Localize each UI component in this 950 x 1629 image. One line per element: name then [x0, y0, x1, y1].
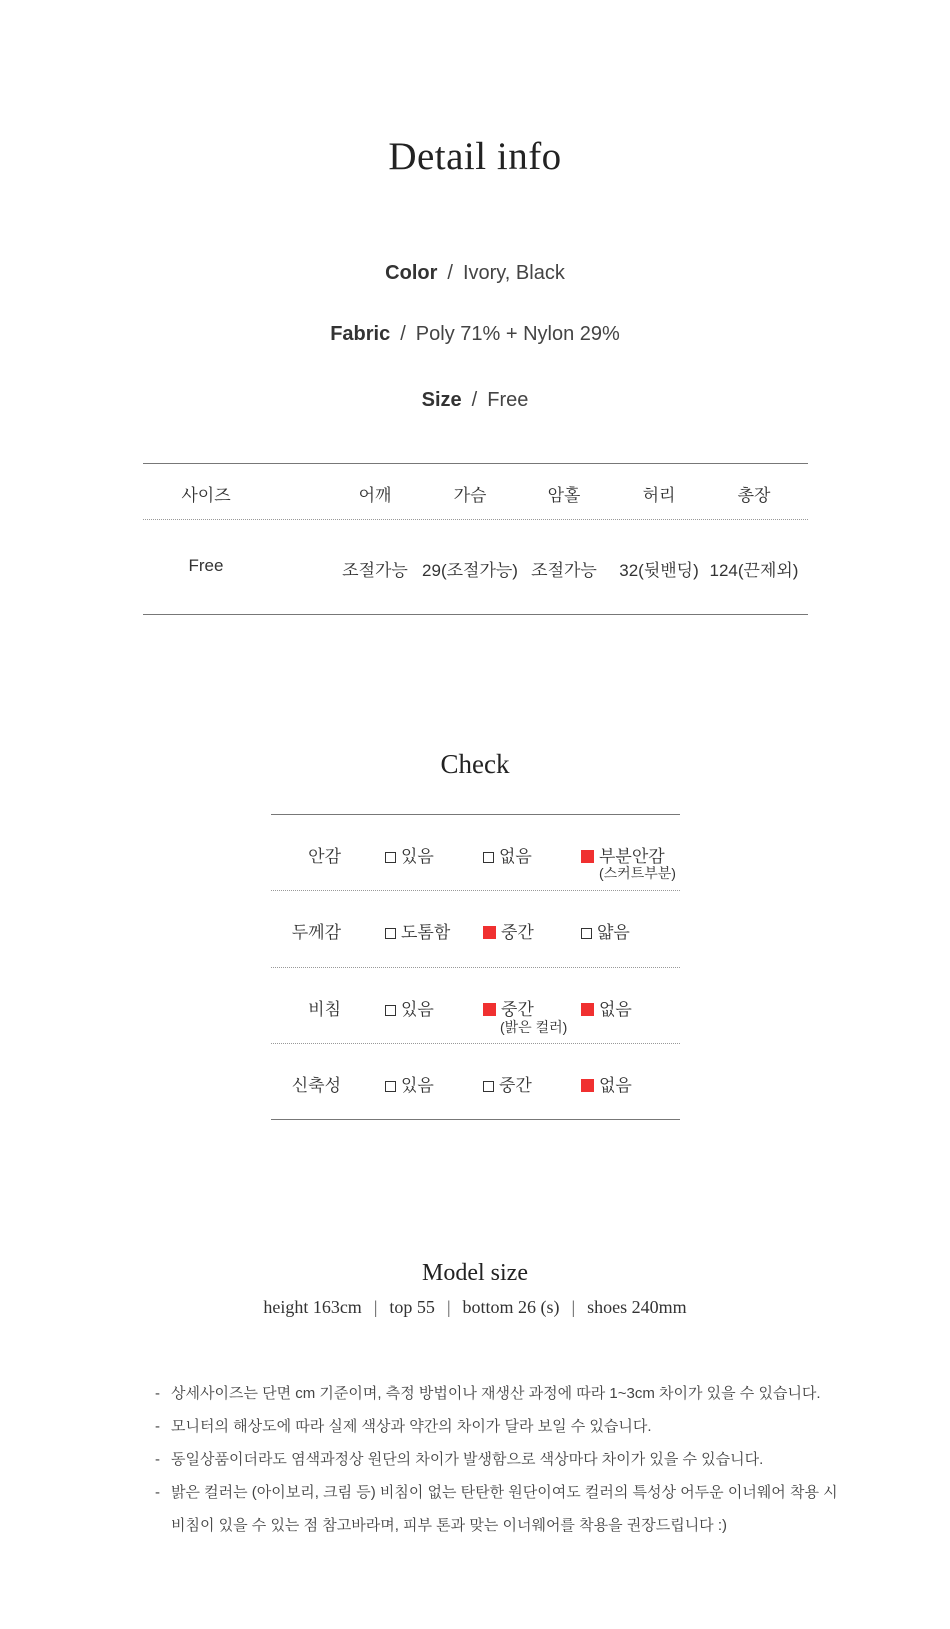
check-top-rule	[271, 814, 680, 815]
spec-separator: /	[400, 323, 406, 345]
spec-size-label: Size	[421, 389, 462, 411]
checkbox-filled-icon	[483, 1003, 496, 1016]
checkbox-empty-icon	[483, 1081, 494, 1092]
check-option-label: 중간	[501, 1000, 534, 1019]
note-dash: -	[155, 1418, 160, 1435]
check-option-label: 얇음	[597, 923, 630, 942]
checkbox-empty-icon	[581, 928, 592, 939]
model-separator: |	[446, 1297, 451, 1317]
table-header-divider	[143, 519, 808, 520]
note-dash: -	[155, 1484, 160, 1501]
note-item-continued	[155, 1514, 727, 1535]
table-cell: 124(끈제외)	[709, 561, 799, 580]
note-item	[155, 1481, 838, 1502]
model-top: top 55	[389, 1297, 435, 1317]
checkbox-empty-icon	[385, 852, 396, 863]
check-bottom-rule	[271, 1119, 680, 1120]
note-item	[155, 1415, 652, 1436]
model-separator: |	[373, 1297, 378, 1317]
page-title: Detail info	[388, 135, 562, 178]
checkbox-filled-icon	[581, 1003, 594, 1016]
check-option	[385, 918, 450, 943]
check-option	[385, 842, 434, 867]
spec-color	[0, 262, 950, 285]
table-header-cell: 어깨	[358, 486, 392, 505]
check-option	[581, 995, 632, 1020]
spec-separator: /	[447, 262, 453, 284]
note-dash: -	[155, 1385, 160, 1402]
model-shoes: shoes 240mm	[587, 1297, 687, 1317]
checkbox-empty-icon	[385, 1081, 396, 1092]
table-header-cell: 가슴	[453, 486, 487, 505]
check-option	[385, 1071, 434, 1096]
check-option-label: 없음	[599, 1076, 632, 1095]
table-bottom-rule	[143, 614, 808, 615]
check-row-label: 신축성	[291, 1076, 341, 1095]
note-text: 상세사이즈는 단면 cm 기준이며, 측정 방법이나 재생산 과정에 따라 1~3cm 차이가 있을 수 있습니다.	[171, 1385, 821, 1402]
checkbox-filled-icon	[483, 926, 496, 939]
table-cell: 조절가능	[531, 561, 597, 580]
checkbox-filled-icon	[581, 850, 594, 863]
note-item	[155, 1448, 763, 1469]
model-height: height 163cm	[263, 1297, 362, 1317]
check-option-label: 중간	[501, 923, 534, 942]
table-cell: 32(뒷밴딩)	[619, 561, 699, 580]
check-option	[581, 1071, 632, 1096]
table-header-cell: 사이즈	[181, 486, 231, 505]
check-title: Check	[440, 749, 510, 779]
table-cell: Free	[188, 556, 224, 575]
check-option	[483, 842, 532, 867]
table-cell: 29(조절가능)	[422, 561, 518, 580]
note-text: 모니터의 해상도에 따라 실제 색상과 약간의 차이가 달라 보일 수 있습니다.	[171, 1418, 652, 1435]
check-option	[483, 1071, 532, 1096]
spec-color-value: Ivory, Black	[462, 262, 565, 284]
check-row-label: 비침	[308, 1000, 341, 1019]
check-option-label: 도톰함	[401, 923, 451, 942]
checkbox-empty-icon	[385, 928, 396, 939]
note-text: 밝은 컬러는 (아이보리, 크림 등) 비침이 없는 탄탄한 원단이여도 컬러의 특성상 어두운 이너웨어 착용 시	[171, 1484, 838, 1501]
check-row-label: 두께감	[291, 923, 341, 942]
model-bottom: bottom 26 (s)	[462, 1297, 560, 1317]
spec-fabric	[0, 323, 950, 346]
check-option-label: 있음	[401, 1000, 434, 1019]
check-option-label: 있음	[401, 1076, 434, 1095]
table-cell: 조절가능	[342, 561, 408, 580]
spec-color-label: Color	[385, 262, 438, 284]
spec-fabric-value: Poly 71% + Nylon 29%	[415, 323, 620, 345]
check-option	[385, 995, 434, 1020]
model-size-details	[0, 1297, 950, 1318]
check-row-divider	[271, 967, 680, 968]
check-option	[581, 918, 630, 943]
note-dash: -	[155, 1451, 160, 1468]
spec-size-value: Free	[487, 389, 529, 411]
spec-size	[0, 389, 950, 412]
model-size-title: Model size	[422, 1260, 528, 1286]
check-row-divider	[271, 1043, 680, 1044]
check-row-label: 안감	[308, 847, 341, 866]
checkbox-empty-icon	[385, 1005, 396, 1016]
note-text: 비침이 있을 수 있는 점 참고바라며, 피부 톤과 맞는 이너웨어를 착용을 권장드립니다 :)	[171, 1517, 728, 1534]
checkbox-filled-icon	[581, 1079, 594, 1092]
table-header-cell: 허리	[642, 486, 676, 505]
check-option-label: 없음	[599, 1000, 632, 1019]
check-option-label: 없음	[499, 847, 532, 866]
check-option-note: (스커트부분)	[599, 865, 676, 881]
check-option-label: 있음	[401, 847, 434, 866]
spec-separator: /	[471, 389, 478, 411]
check-option-label: 중간	[499, 1076, 532, 1095]
check-option-note: (밝은 컬러)	[500, 1019, 568, 1035]
note-item	[155, 1382, 821, 1403]
table-top-rule	[143, 463, 808, 464]
check-option	[483, 918, 534, 943]
check-row-divider	[271, 890, 680, 891]
checkbox-empty-icon	[483, 852, 494, 863]
spec-fabric-label: Fabric	[330, 323, 391, 345]
note-text: 동일상품이더라도 염색과정상 원단의 차이가 발생함으로 색상마다 차이가 있을 수 있습니다.	[171, 1451, 764, 1468]
model-separator: |	[571, 1297, 576, 1317]
check-option-label: 부분안감	[599, 847, 665, 866]
table-header-cell: 암홀	[547, 486, 581, 505]
table-header-cell: 총장	[737, 486, 771, 505]
